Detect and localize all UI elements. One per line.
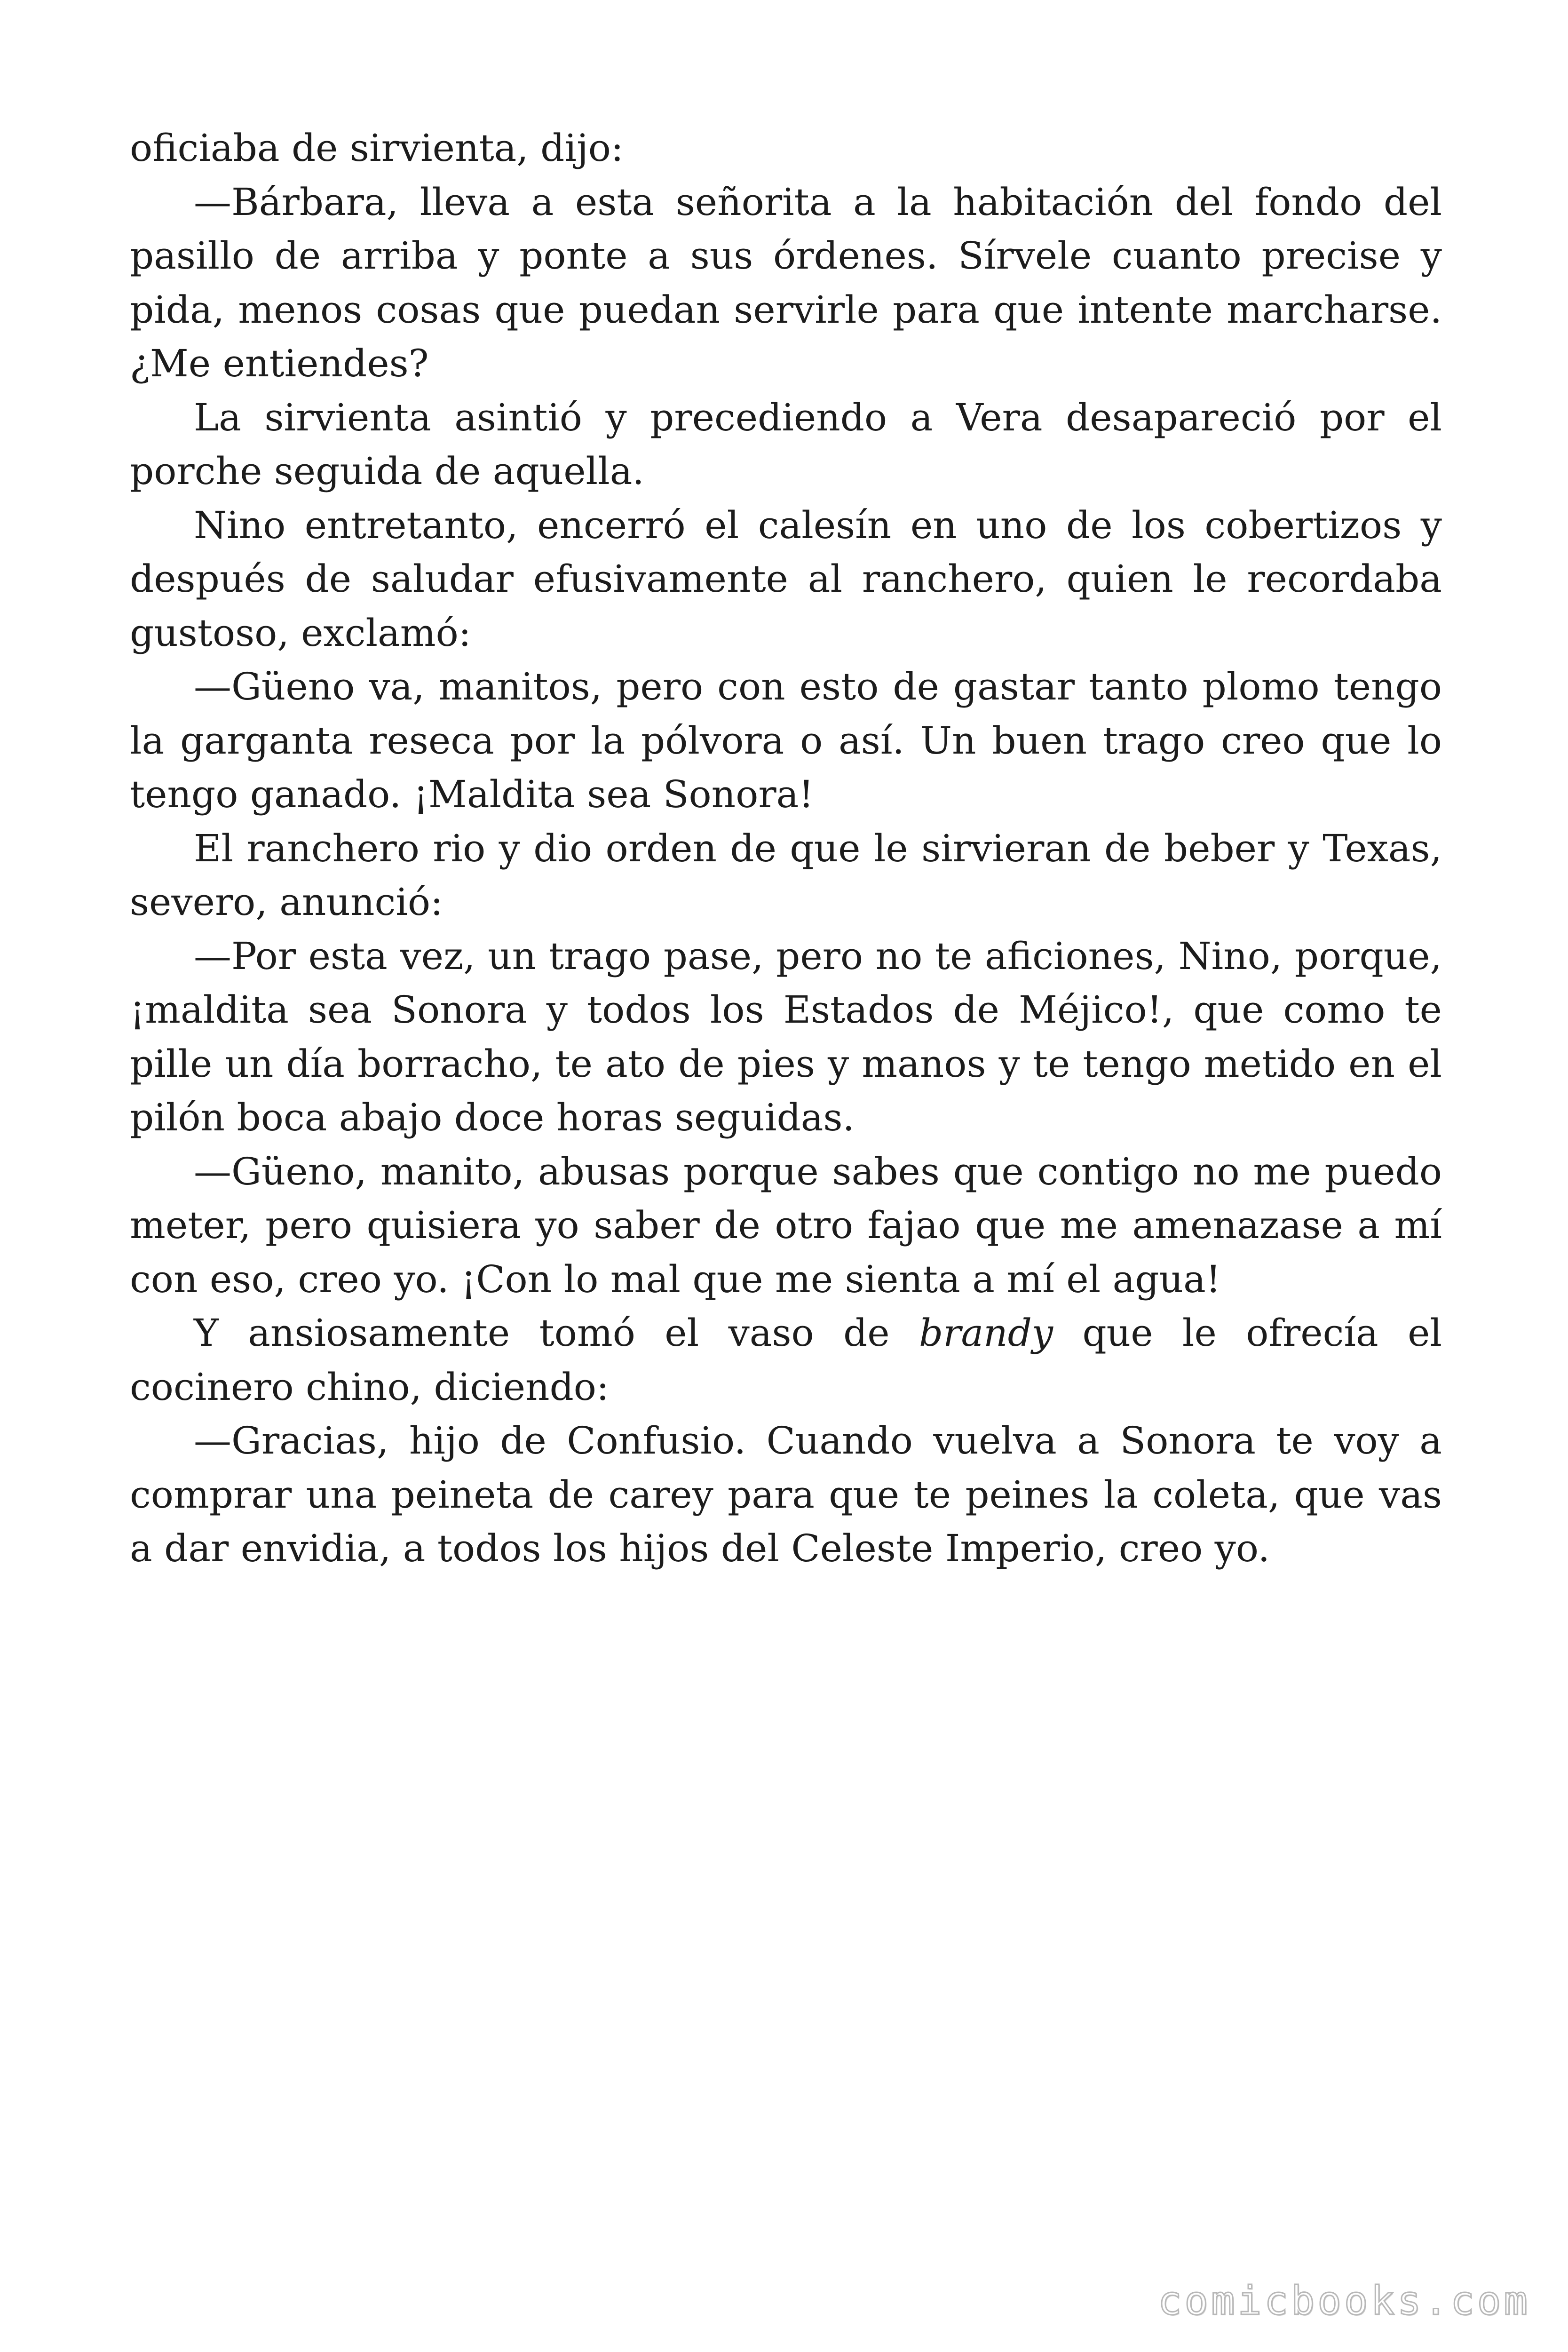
text-run: —Por esta vez, un trago pase, pero no te aficiones, Nino, porque, ¡maldita sea Sonora y todos los Estados de Méjico!, que como te pille un día borracho, te ato de pies y manos y te tengo metido en el pilón boca abajo doce horas seguidas. [130, 934, 1442, 1139]
continuation-paragraph [130, 121, 1442, 175]
paragraph [130, 930, 1442, 1145]
text-run: —Güeno, manito, abusas porque sabes que contigo no me puedo meter, pero quisiera yo saber de otro fajao que me amenazase a mí con eso, creo yo. ¡Con lo mal que me sienta a mí el agua! [130, 1149, 1442, 1301]
paragraph [130, 822, 1442, 930]
paragraph [130, 499, 1442, 660]
text-run: —Güeno va, manitos, pero con esto de gastar tanto plomo tengo la garganta reseca por la pólvora o así. Un buen trago creo que lo tengo ganado. ¡Maldita sea Sonora! [130, 665, 1442, 816]
paragraph [130, 1414, 1442, 1576]
body-text [130, 121, 1442, 1576]
paragraph [130, 1145, 1442, 1307]
paragraph [130, 660, 1442, 822]
text-run: Nino entretanto, encerró el calesín en uno de los cobertizos y después de saludar efusivamente al ranchero, quien le recordaba gustoso, exclamó: [130, 503, 1442, 655]
paragraph [130, 1306, 1442, 1414]
text-run: oficiaba de sirvienta, dijo: [130, 126, 624, 170]
text-run: —Bárbara, lleva a esta señorita a la habitación del fondo del pasillo de arriba y ponte a sus órdenes. Sírvele cuanto precise y pida, menos cosas que puedan servirle para que intente marcharse. ¿Me entiendes? [130, 180, 1442, 385]
watermark-logo: comicbooks.com [1157, 2278, 1530, 2324]
text-run: que le ofrecía el cocinero chino, diciendo: [130, 1311, 1442, 1409]
italic-text: brandy [919, 1311, 1053, 1355]
text-run: La sirvienta asintió y precediendo a Vera desapareció por el porche seguida de aquella. [130, 395, 1442, 493]
text-run: El ranchero rio y dio orden de que le sirvieran de beber y Texas, severo, anunció: [130, 826, 1442, 924]
paragraph [130, 391, 1442, 499]
text-run: Y ansiosamente tomó el vaso de [194, 1311, 919, 1355]
text-run: —Gracias, hijo de Confusio. Cuando vuelva a Sonora te voy a comprar una peineta de carey para que te peines la coleta, que vas a dar envidia, a todos los hijos del Celeste Imperio, creo yo. [130, 1419, 1442, 1570]
paragraph [130, 175, 1442, 391]
